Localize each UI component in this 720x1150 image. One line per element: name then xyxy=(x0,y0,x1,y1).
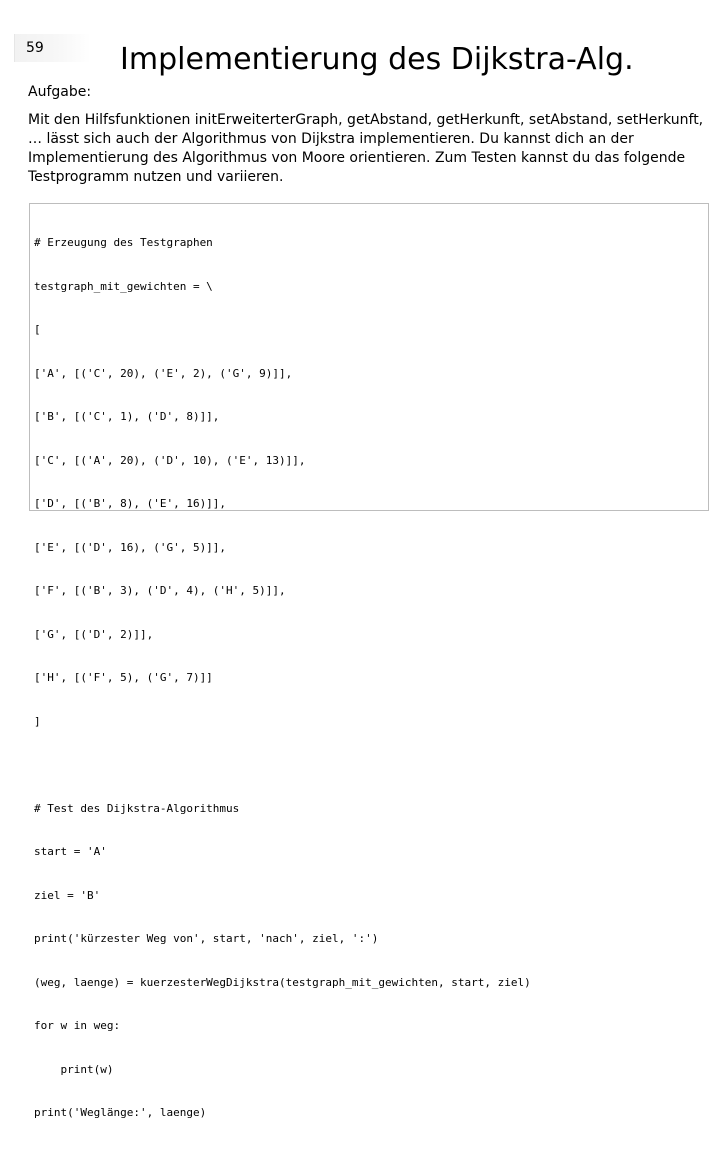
description-line: Implementierung des Algorithmus von Moore orientieren. Zum Testen kannst du das folgende xyxy=(28,150,686,166)
code-line: # Erzeugung des Testgraphen xyxy=(34,236,213,249)
code-line: ['B', [('C', 1), ('D', 8)]], xyxy=(34,410,220,423)
code-line: print(w) xyxy=(34,1062,114,1076)
code-line: ['D', [('B', 8), ('E', 16)]], xyxy=(34,497,227,510)
description-line: Mit den Hilfsfunktionen initErweiterterGraph, getAbstand, getHerkunft, setAbstand, setHerkunft, xyxy=(28,112,704,128)
code-line: for w in weg: xyxy=(34,1019,121,1032)
code-line: print('kürzester Weg von', start, 'nach', ziel, ':') xyxy=(34,932,379,945)
code-line xyxy=(34,758,531,773)
code-line: testgraph_mit_gewichten = \ xyxy=(34,279,213,293)
code-line: ] xyxy=(34,714,41,728)
code-line: ['A', [('C', 20), ('E', 2), ('G', 9)]], xyxy=(34,366,293,380)
code-line: ['G', [('D', 2)]], xyxy=(34,627,154,641)
code-block xyxy=(29,203,709,1119)
task-label: Aufgabe: xyxy=(28,84,92,100)
code-line: (weg, laenge) = kuerzesterWegDijkstra(testgraph_mit_gewichten, start, ziel) xyxy=(34,975,531,989)
code-line: ['H', [('F', 5), ('G', 7)]] xyxy=(34,671,213,684)
code-line: ziel = 'B' xyxy=(34,888,101,902)
code-line: start = 'A' xyxy=(34,845,107,858)
code-line: print('Weglänge:', laenge) xyxy=(34,1106,207,1119)
slide-number: 59 xyxy=(26,40,44,56)
slide-title: Implementierung des Dijkstra-Alg. xyxy=(120,42,634,78)
description-line: Testprogramm nutzen und variieren. xyxy=(28,169,284,185)
description-line: … lässt sich auch der Algorithmus von Dijkstra implementieren. Du kannst dich an der xyxy=(28,131,634,147)
code-line: [ xyxy=(34,323,41,336)
code-line: # Test des Dijkstra-Algorithmus xyxy=(34,801,240,815)
code-listing xyxy=(34,207,531,1150)
task-description xyxy=(28,111,708,187)
code-line: ['C', [('A', 20), ('D', 10), ('E', 13)]], xyxy=(34,453,306,467)
code-line: ['E', [('D', 16), ('G', 5)]], xyxy=(34,540,227,554)
code-line: ['F', [('B', 3), ('D', 4), ('H', 5)]], xyxy=(34,584,286,597)
